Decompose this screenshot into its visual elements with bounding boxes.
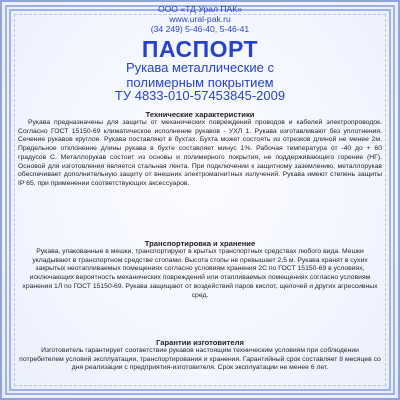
- section-heading: Транспортировка и хранение: [144, 239, 256, 248]
- company-header: [2, 4, 398, 34]
- document-title: ПАСПОРТ: [141, 36, 259, 62]
- company-phone: (34 249) 5-46-40, 5-46-41: [150, 24, 250, 34]
- section-text: Рукава предназначены для защиты от механических повреждений проводов и кабелей электропроводок. Согласно ГОСТ 15150-69 климатическое исполнение рукавов - УХЛ 1. Рукава изготавливают без уплотнения. Сечение рукавов круглое. Рукава поставляют в бухтах. Бухта может состоять из отрезков длиной не менее 2м. Предельное отклонение длины рукава в бухте составляет минус 1%. Рабочая температура от -40 до + 60 градусов С. Металлорукав состоит из основы и полимерного покрытия, не поддерживающего горение (НГ). Основой для изготовления является стальная лента. При подключении к защитному заземлению, металлорукав обеспечивает дополнительную защиту от внешних электромагнитных излучений. Рукава имеют степень защиты IP 65, при применении соответствующих аксессуаров.: [18, 119, 382, 187]
- section-transport-storage: [18, 239, 382, 300]
- section-text: Рукава, упакованные в мешки, транспортируют в крытых транспортных средствах любого вида. Мешки укладывают в транспортном средстве стопами. Высота стопы не превышает 2,5 м. Рукава хранят в сухих закрытых неотапливаемых помещениях согласно условиям хранения 2С по ГОСТ 15150-69 в условиях, исключающих вероятность механических повреждений или отапливаемых помещениях согласно условиям хранения 1Л по ГОСТ 15150-69. Рукава защищают от воздействий паров кислот, щелочей и других агрессивных сред.: [22, 248, 378, 299]
- section-warranty: [18, 338, 382, 373]
- subtitle-line-1: Рукава металлические с: [126, 60, 274, 75]
- document-subtitle: [2, 60, 398, 90]
- subtitle-line-2: полимерным покрытием: [126, 75, 274, 90]
- company-name: ООО «ТД Урал ПАК»: [157, 4, 243, 14]
- section-heading: Гарантии изготовителя: [156, 338, 244, 347]
- section-heading: Технические характеристики: [145, 110, 255, 119]
- section-text: Изготовитель гарантирует соответствие рукавов настоящим техническим условиям при соблюдении потребителем условий эксплуатации, транспортирования и хранения. Гарантийный срок составляет 8 месяцев со дня реализации с предприятия-изготовителя. Срок эксплуатации не менее 6 лет.: [19, 347, 381, 372]
- technical-conditions: ТУ 4833-010-57453845-2009: [114, 88, 286, 103]
- company-website: www.ural-pak.ru: [169, 14, 231, 24]
- section-technical-specs: [18, 110, 382, 189]
